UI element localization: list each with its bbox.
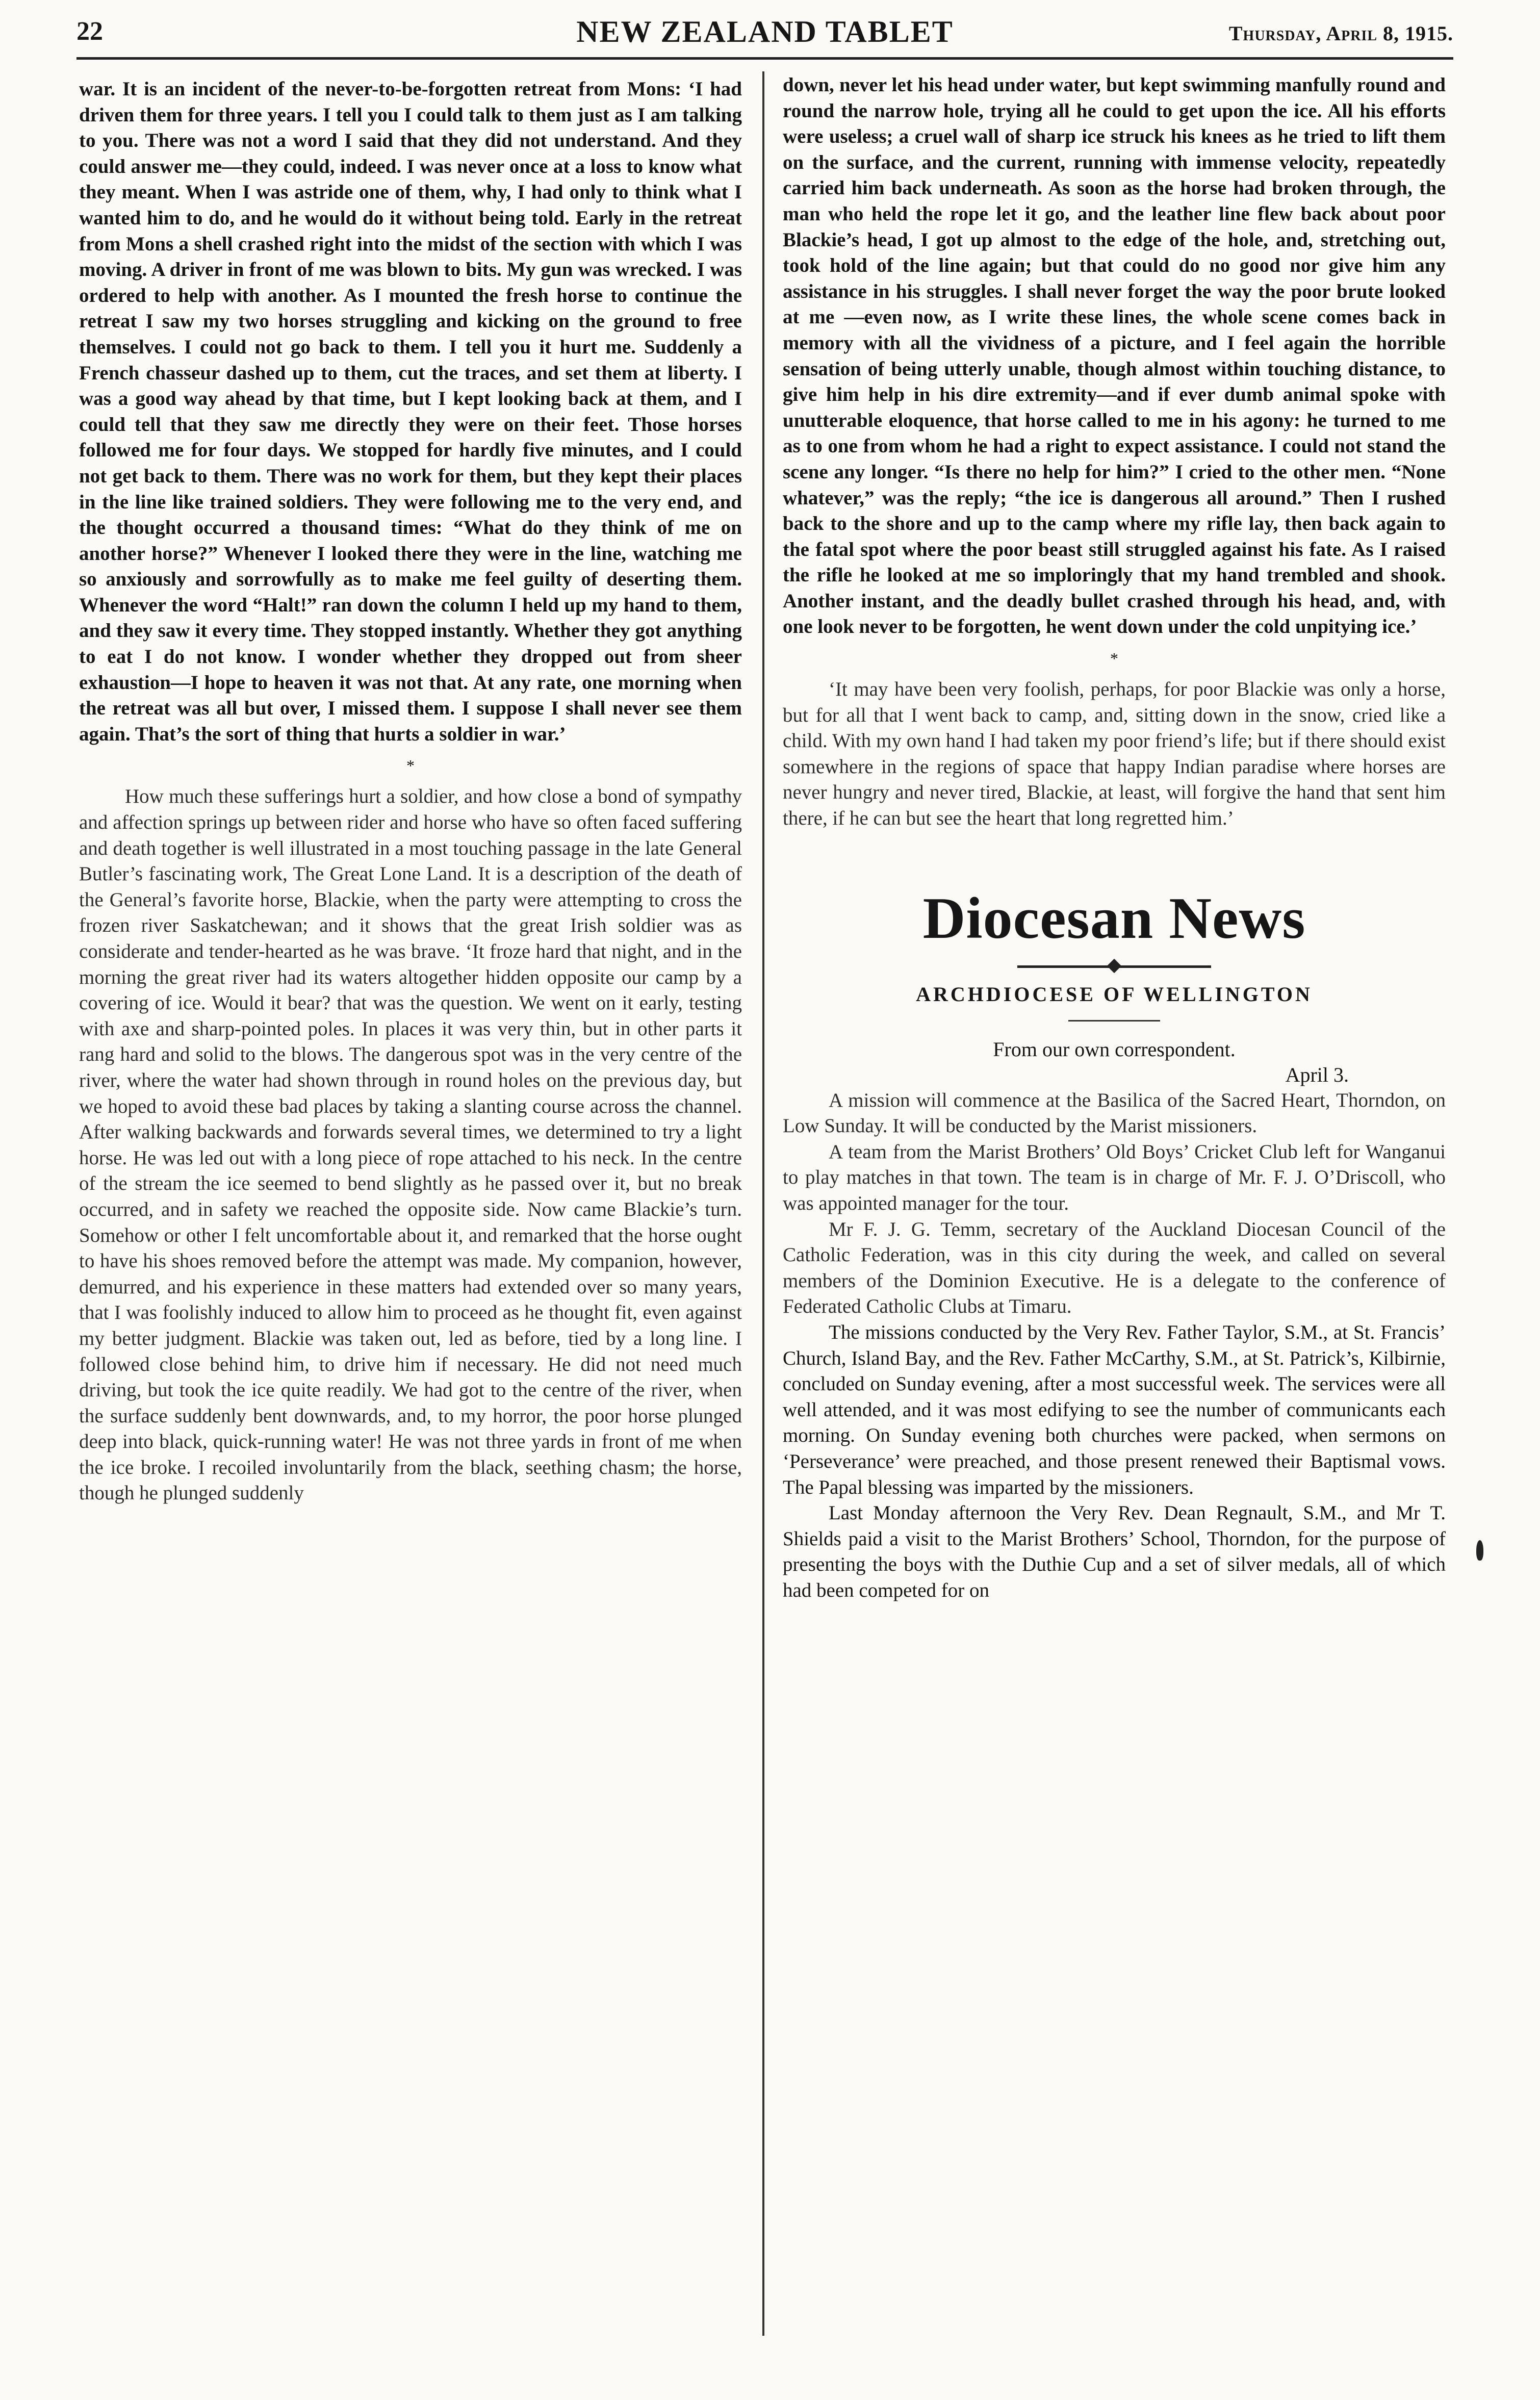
news-item: Mr F. J. G. Temm, secretary of the Auckland Diocesan Council of the Catholic Federation, was in this city during the week, and called on several members of the Dominion Executive. He is a delegate to the conference of Federated Catholic Clubs at Timaru. (783, 1218, 1446, 1318)
section-separator: * (1110, 649, 1118, 668)
news-item: A mission will commence at the Basilica of the Sacred Heart, Thorndon, on Low Sunday. It will be conducted by the Marist missioners. (783, 1089, 1446, 1137)
title-ornament (1017, 959, 1211, 974)
article-paragraph: down, never let his head under water, but kept swimming manfully round and round the narrow hole, trying all he could to get upon the ice. All his efforts were useless; a cruel wall of sharp ice struck his knees as he tried to lift them on the surface, and the current, running with immense velocity, repeatedly carried him back underneath. As soon as the horse had broken through, the man who held the rope let it go, and the leather line flew back about poor Blackie’s head, I got up almost to the edge of the hole, and, stretching out, took hold of the line again; but that could do no good nor give him any assistance in his struggles. I shall never forget the way the poor brute looked at me —even now, as I write these lines, the whole scene comes back in memory with all the vividness of a picture, and I feel again the horrible sensation of being utterly unable, though almost within touching distance, to give him help in his dire extremity—and if ever dumb animal spoke with unutterable eloquence, that horse called to me in his agony: he turned to me as to one from whom he had a right to expect assistance. I could not stand the scene any longer. “Is there no help for him?” I cried to the other men. “None whatever,” was the reply; “the ice is dangerous all around.” Then I rushed back to the shore and up to the camp where my rifle lay, then back again to the fatal spot where the poor beast still struggled against his fate. As I raised the rifle he looked at me so imploringly that my hand trembled and shook. Another instant, and the deadly bullet crashed through his head, and, with one look never to be forgotten, he went down under the cold unpitying ice.’ (783, 74, 1446, 638)
column-divider (762, 71, 764, 2336)
header-rule (76, 57, 1453, 60)
news-item: A team from the Marist Brothers’ Old Boys’ Cricket Club left for Wanganui to play matches in that town. The team is in charge of Mr. F. J. O’Driscoll, who was appointed manager for the tour. (783, 1140, 1446, 1214)
correspondent-line: From our own correspondent. (993, 1037, 1236, 1061)
news-item: Last Monday afternoon the Very Rev. Dean Regnault, S.M., and Mr T. Shields paid a visit to the Marist Brothers’ School, Thorndon, for the purpose of presenting the boys with the Duthie Cup and a set of silver medals, all of which had been competed for on (783, 1502, 1446, 1601)
issue-date: Thursday, April 8, 1915. (1228, 22, 1453, 45)
article-paragraph: ‘It may have been very foolish, perhaps, for poor Blackie was only a horse, but for all that I went back to camp, and, sitting down in the snow, cried like a child. With my own hand I had taken my poor friend’s life; but if there should exist somewhere in the regions of space that happy Indian paradise where horses are never hungry and never tired, Blackie, at least, will forgive the hand that sent him there, if he can but see the heart that long regretted him.’ (783, 678, 1446, 830)
right-column (783, 72, 1446, 1604)
article-paragraph: How much these sufferings hurt a soldier, and how close a bond of sympathy and affection springs up between rider and horse who have so often faced suffering and death together is well illustrated in a most touching passage in the late General Butler’s fascinating work, The Great Lone Land. It is a description of the death of the General’s favorite horse, Blackie, when the party were attempting to cross the frozen river Saskatchewan; and it shows that the great Irish soldier was as considerate and tender-hearted as he was brave. ‘It froze hard that night, and in the morning the great river had its waters altogether hidden opposite our camp by a covering of ice. Would it bear? that was the question. We went on it early, testing with axe and sharp-pointed poles. In places it was very thin, but in other parts it rang hard and solid to the blows. The dangerous spot was in the very centre of the river, where the water had shown through in round holes on the previous day, but we hoped to avoid these bad places by taking a slanting course across the channel. After walking backwards and forwards several times, we determined to try a light horse. He was led out with a long piece of rope attached to his neck. In the centre of the stream the ice seemed to bend slightly as he passed over it, but no break occurred, and in safety we reached the opposite side. Now came Blackie’s turn. Somehow or other I felt uncomfortable about it, and remarked that the horse ought to have his shoes removed before the attempt was made. My companion, however, demurred, and his experience in these matters had extended over so many years, that I was foolishly induced to allow him to proceed as he thought fit, even against my better judgment. Blackie was taken out, led as before, tied by a long line. I followed close behind him, to drive him if necessary. He did not need much driving, but took the ice quite readily. We had got to the centre of the river, when the surface suddenly bent downwards, and, to my horror, the poor horse plunged deep into black, quick-running water! He was not three yards in front of me when the ice broke. I recoiled involuntarily from the black, seething chasm; the horse, though he plunged suddenly (79, 785, 742, 1504)
section-separator: * (406, 756, 415, 775)
page-number: 22 (76, 17, 103, 46)
article-paragraph: war. It is an incident of the never-to-be-forgotten retreat from Mons: ‘I had driven them for three years. I tell you I could talk to them just as I am talking to you. There was not a word I said that they did not understand. And they could answer me—they could, indeed. I was never once at a loss to know what they meant. When I was astride one of them, why, I had only to think what I wanted him to do, and he would do it without being told. Early in the retreat from Mons a shell crashed right into the midst of the section with which I was moving. A driver in front of me was blown to bits. My gun was wrecked. I was ordered to help with another. As I mounted the fresh horse to continue the retreat I saw my two horses struggling and kicking on the ground to free themselves. I could not go back to them. I tell you it hurt me. Suddenly a French chasseur dashed up to them, cut the traces, and set them at liberty. I was a good way ahead by that time, but I kept looking back at them, and I could tell that they saw me directly they were on their feet. Those horses followed me for four days. We stopped for hardly five minutes, and I could not get back to them. There was no work for them, but they kept their places in the line like trained soldiers. They were following me to the very end, and the thought occurred a thousand times: “What do they think of me on another horse?” Whenever I looked there they were in the line, watching me so anxiously and sorrowfully as to make me feel guilty of deserting them. Whenever the word “Halt!” ran down the column I held up my hand to them, and they saw it every time. They stopped instantly. Whether they got anything to eat I do not know. I wonder whether they dropped out from sheer exhaustion—I hope to heaven it was not that. At any rate, one morning when the retreat was all but over, I missed them. I suppose I shall never see them again. That’s the sort of thing that hurts a soldier in war.’ (79, 78, 742, 745)
page-header (76, 10, 1453, 56)
subsection-heading: ARCHDIOCESE OF WELLINGTON (916, 982, 1313, 1006)
ink-blot (1476, 1540, 1483, 1561)
report-date: April 3. (1285, 1063, 1349, 1086)
news-item: The missions conducted by the Very Rev. Father Taylor, S.M., at St. Francis’ Church, Island Bay, and the Rev. Father McCarthy, S.M., at St. Patrick’s, Kilbirnie, concluded on Sunday evening, after a most successful week. The services were all well attended, and it was most edifying to see the number of communicants each morning. On Sunday evening both churches were packed, when sermons on ‘Perseverance’ were preached, and those present renewed their Baptismal vows. The Papal blessing was imparted by the missioners. (783, 1321, 1446, 1498)
left-column (79, 76, 742, 1507)
section-title: Diocesan News (922, 885, 1306, 951)
masthead-title: NEW ZEALAND TABLET (576, 15, 954, 48)
subsection-rule (1068, 1020, 1160, 1022)
